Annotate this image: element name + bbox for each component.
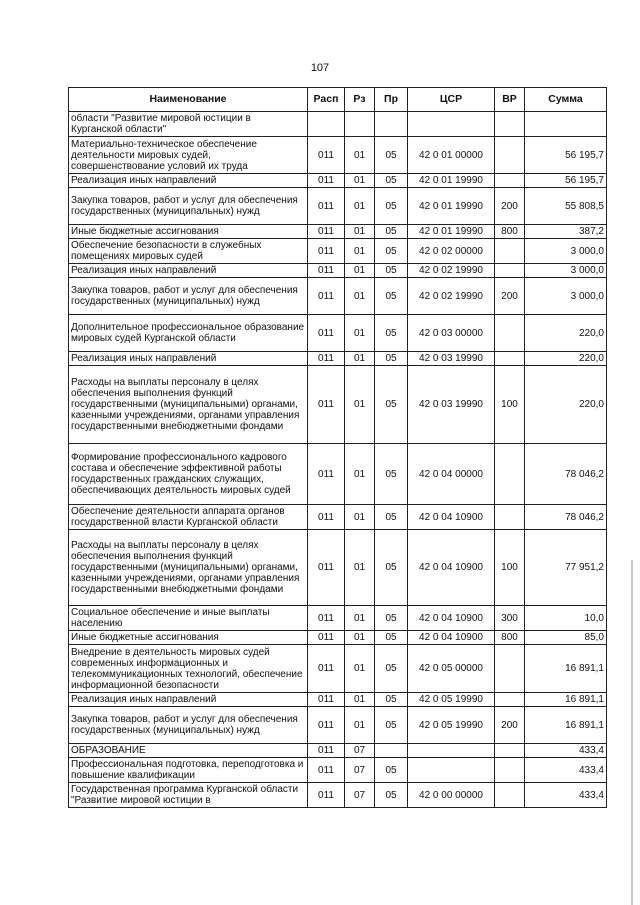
cell-rz: 07 <box>345 744 375 758</box>
cell-csr <box>408 112 495 137</box>
cell-rasp: 011 <box>308 444 345 505</box>
cell-name: области "Развитие мировой юстиции в Курганской области" <box>69 112 308 137</box>
cell-rz: 01 <box>345 606 375 631</box>
cell-vr <box>495 352 525 366</box>
cell-sum: 16 891,1 <box>525 645 607 693</box>
table-row <box>69 758 607 783</box>
cell-rz: 01 <box>345 239 375 264</box>
cell-rasp: 011 <box>308 744 345 758</box>
cell-name: Расходы на выплаты персоналу в целях обеспечения выполнения функций государственными (муниципальными) органами, казенными учреждениями, органами управления государственными внебюджетными фондами <box>69 366 308 444</box>
cell-name: Обеспечение безопасности в служебных помещениях мировых судей <box>69 239 308 264</box>
header-rz: Рз <box>345 88 375 112</box>
cell-csr: 42 0 01 19990 <box>408 188 495 225</box>
cell-name: Реализация иных направлений <box>69 693 308 707</box>
table-row <box>69 645 607 693</box>
cell-name: Реализация иных направлений <box>69 174 308 188</box>
cell-sum: 220,0 <box>525 366 607 444</box>
cell-csr: 42 0 03 19990 <box>408 366 495 444</box>
cell-sum: 433,4 <box>525 758 607 783</box>
cell-vr <box>495 744 525 758</box>
cell-pr: 05 <box>375 693 408 707</box>
cell-rasp: 011 <box>308 264 345 278</box>
cell-vr <box>495 315 525 352</box>
cell-vr: 100 <box>495 366 525 444</box>
cell-rz: 01 <box>345 264 375 278</box>
cell-vr <box>495 137 525 174</box>
cell-rz: 01 <box>345 530 375 606</box>
cell-pr: 05 <box>375 188 408 225</box>
cell-vr <box>495 444 525 505</box>
table-row <box>69 783 607 808</box>
table-row <box>69 530 607 606</box>
cell-rasp: 011 <box>308 225 345 239</box>
cell-sum: 3 000,0 <box>525 264 607 278</box>
cell-vr <box>495 758 525 783</box>
cell-sum: 433,4 <box>525 783 607 808</box>
page-number: 107 <box>310 62 330 74</box>
cell-csr: 42 0 04 10900 <box>408 530 495 606</box>
cell-sum: 78 046,2 <box>525 505 607 530</box>
budget-table <box>68 87 607 808</box>
cell-name: Закупка товаров, работ и услуг для обеспечения государственных (муниципальных) нужд <box>69 707 308 744</box>
cell-rz: 01 <box>345 137 375 174</box>
cell-csr: 42 0 05 19990 <box>408 707 495 744</box>
cell-csr: 42 0 04 10900 <box>408 505 495 530</box>
cell-name: Материально-техническое обеспечение деятельности мировых судей, совершенствование условий их труда <box>69 137 308 174</box>
table-row <box>69 352 607 366</box>
cell-sum: 16 891,1 <box>525 707 607 744</box>
cell-sum: 78 046,2 <box>525 444 607 505</box>
cell-name: Государственная программа Курганской области "Развитие мировой юстиции в <box>69 783 308 808</box>
cell-name: ОБРАЗОВАНИЕ <box>69 744 308 758</box>
cell-rasp: 011 <box>308 530 345 606</box>
cell-sum: 220,0 <box>525 315 607 352</box>
cell-csr: 42 0 02 19990 <box>408 264 495 278</box>
cell-pr: 05 <box>375 783 408 808</box>
cell-rz: 01 <box>345 225 375 239</box>
cell-sum: 56 195,7 <box>525 174 607 188</box>
cell-csr: 42 0 03 00000 <box>408 315 495 352</box>
cell-vr: 200 <box>495 188 525 225</box>
cell-pr: 05 <box>375 631 408 645</box>
cell-csr: 42 0 02 19990 <box>408 278 495 315</box>
cell-sum: 433,4 <box>525 744 607 758</box>
cell-rasp: 011 <box>308 783 345 808</box>
cell-rasp: 011 <box>308 606 345 631</box>
cell-name: Иные бюджетные ассигнования <box>69 225 308 239</box>
cell-vr <box>495 505 525 530</box>
cell-csr <box>408 758 495 783</box>
header-pr: Пр <box>375 88 408 112</box>
cell-sum: 387,2 <box>525 225 607 239</box>
table-row <box>69 505 607 530</box>
cell-pr: 05 <box>375 645 408 693</box>
cell-rasp: 011 <box>308 278 345 315</box>
cell-vr <box>495 783 525 808</box>
cell-sum: 220,0 <box>525 352 607 366</box>
cell-name: Социальное обеспечение и иные выплаты населению <box>69 606 308 631</box>
cell-name: Реализация иных направлений <box>69 352 308 366</box>
table-row <box>69 744 607 758</box>
cell-csr: 42 0 01 19990 <box>408 174 495 188</box>
cell-vr: 100 <box>495 530 525 606</box>
cell-name: Закупка товаров, работ и услуг для обеспечения государственных (муниципальных) нужд <box>69 278 308 315</box>
cell-rasp: 011 <box>308 631 345 645</box>
cell-csr: 42 0 05 19990 <box>408 693 495 707</box>
cell-rz: 07 <box>345 783 375 808</box>
cell-csr: 42 0 01 19990 <box>408 225 495 239</box>
cell-pr: 05 <box>375 505 408 530</box>
cell-rz: 07 <box>345 758 375 783</box>
cell-vr: 200 <box>495 278 525 315</box>
cell-csr: 42 0 04 00000 <box>408 444 495 505</box>
table-row <box>69 174 607 188</box>
cell-name: Реализация иных направлений <box>69 264 308 278</box>
cell-rz <box>345 112 375 137</box>
table-row <box>69 137 607 174</box>
cell-name: Расходы на выплаты персоналу в целях обеспечения выполнения функций государственными (муниципальными) органами, казенными учреждениями, органами управления государственными внебюджетными фондами <box>69 530 308 606</box>
cell-vr <box>495 174 525 188</box>
cell-csr: 42 0 01 00000 <box>408 137 495 174</box>
cell-rasp: 011 <box>308 758 345 783</box>
cell-rz: 01 <box>345 444 375 505</box>
scan-edge-shadow <box>631 560 633 905</box>
table-row <box>69 693 607 707</box>
cell-sum: 85,0 <box>525 631 607 645</box>
cell-vr <box>495 693 525 707</box>
cell-rasp: 011 <box>308 188 345 225</box>
cell-pr: 05 <box>375 444 408 505</box>
header-vr: ВР <box>495 88 525 112</box>
table-row <box>69 239 607 264</box>
cell-name: Обеспечение деятельности аппарата органов государственной власти Курганской области <box>69 505 308 530</box>
header-name: Наименование <box>69 88 308 112</box>
cell-rasp: 011 <box>308 352 345 366</box>
cell-name: Внедрение в деятельность мировых судей современных информационных и телекоммуникационных технологий, обеспечение информационной безопасности <box>69 645 308 693</box>
cell-rz: 01 <box>345 645 375 693</box>
cell-pr: 05 <box>375 278 408 315</box>
cell-pr: 05 <box>375 366 408 444</box>
cell-pr: 05 <box>375 264 408 278</box>
cell-pr: 05 <box>375 606 408 631</box>
table-row <box>69 225 607 239</box>
cell-sum: 10,0 <box>525 606 607 631</box>
cell-csr <box>408 744 495 758</box>
cell-name: Иные бюджетные ассигнования <box>69 631 308 645</box>
cell-pr: 05 <box>375 530 408 606</box>
table-row <box>69 707 607 744</box>
cell-name: Профессиональная подготовка, переподготовка и повышение квалификации <box>69 758 308 783</box>
cell-name: Формирование профессионального кадрового состава и обеспечение эффективной работы государственных гражданских служащих, обеспечивающих деятельность мировых судей <box>69 444 308 505</box>
cell-pr: 05 <box>375 352 408 366</box>
cell-sum: 56 195,7 <box>525 137 607 174</box>
header-csr: ЦСР <box>408 88 495 112</box>
cell-vr: 800 <box>495 225 525 239</box>
cell-sum: 55 808,5 <box>525 188 607 225</box>
cell-vr <box>495 239 525 264</box>
cell-rz: 01 <box>345 174 375 188</box>
table-header-row <box>69 88 607 112</box>
cell-sum: 3 000,0 <box>525 239 607 264</box>
cell-pr: 05 <box>375 137 408 174</box>
table-row <box>69 315 607 352</box>
cell-rasp: 011 <box>308 239 345 264</box>
cell-pr: 05 <box>375 758 408 783</box>
cell-name: Дополнительное профессиональное образование мировых судей Курганской области <box>69 315 308 352</box>
cell-sum <box>525 112 607 137</box>
cell-pr: 05 <box>375 315 408 352</box>
cell-csr: 42 0 04 10900 <box>408 631 495 645</box>
table-row <box>69 112 607 137</box>
cell-rasp: 011 <box>308 366 345 444</box>
table-row <box>69 278 607 315</box>
cell-rz: 01 <box>345 278 375 315</box>
cell-csr: 42 0 03 19990 <box>408 352 495 366</box>
cell-vr: 200 <box>495 707 525 744</box>
cell-rasp: 011 <box>308 505 345 530</box>
cell-rz: 01 <box>345 366 375 444</box>
cell-rasp: 011 <box>308 315 345 352</box>
table-row <box>69 264 607 278</box>
cell-rasp <box>308 112 345 137</box>
cell-rz: 01 <box>345 631 375 645</box>
cell-rz: 01 <box>345 505 375 530</box>
cell-vr <box>495 645 525 693</box>
header-rasp: Расп <box>308 88 345 112</box>
cell-rasp: 011 <box>308 693 345 707</box>
cell-rasp: 011 <box>308 645 345 693</box>
cell-vr <box>495 264 525 278</box>
cell-sum: 77 951,2 <box>525 530 607 606</box>
cell-vr: 800 <box>495 631 525 645</box>
cell-rz: 01 <box>345 707 375 744</box>
header-sum: Сумма <box>525 88 607 112</box>
cell-pr: 05 <box>375 239 408 264</box>
cell-sum: 3 000,0 <box>525 278 607 315</box>
cell-csr: 42 0 04 10900 <box>408 606 495 631</box>
table-row <box>69 188 607 225</box>
table-row <box>69 444 607 505</box>
cell-name: Закупка товаров, работ и услуг для обеспечения государственных (муниципальных) нужд <box>69 188 308 225</box>
cell-csr: 42 0 02 00000 <box>408 239 495 264</box>
cell-rasp: 011 <box>308 707 345 744</box>
cell-rasp: 011 <box>308 174 345 188</box>
cell-pr: 05 <box>375 174 408 188</box>
table-row <box>69 606 607 631</box>
cell-pr: 05 <box>375 225 408 239</box>
cell-vr: 300 <box>495 606 525 631</box>
cell-rz: 01 <box>345 188 375 225</box>
cell-rasp: 011 <box>308 137 345 174</box>
cell-pr <box>375 112 408 137</box>
cell-pr <box>375 744 408 758</box>
cell-rz: 01 <box>345 352 375 366</box>
cell-pr: 05 <box>375 707 408 744</box>
cell-csr: 42 0 05 00000 <box>408 645 495 693</box>
cell-vr <box>495 112 525 137</box>
table-row <box>69 366 607 444</box>
cell-rz: 01 <box>345 693 375 707</box>
cell-rz: 01 <box>345 315 375 352</box>
table-row <box>69 631 607 645</box>
cell-sum: 16 891,1 <box>525 693 607 707</box>
cell-csr: 42 0 00 00000 <box>408 783 495 808</box>
